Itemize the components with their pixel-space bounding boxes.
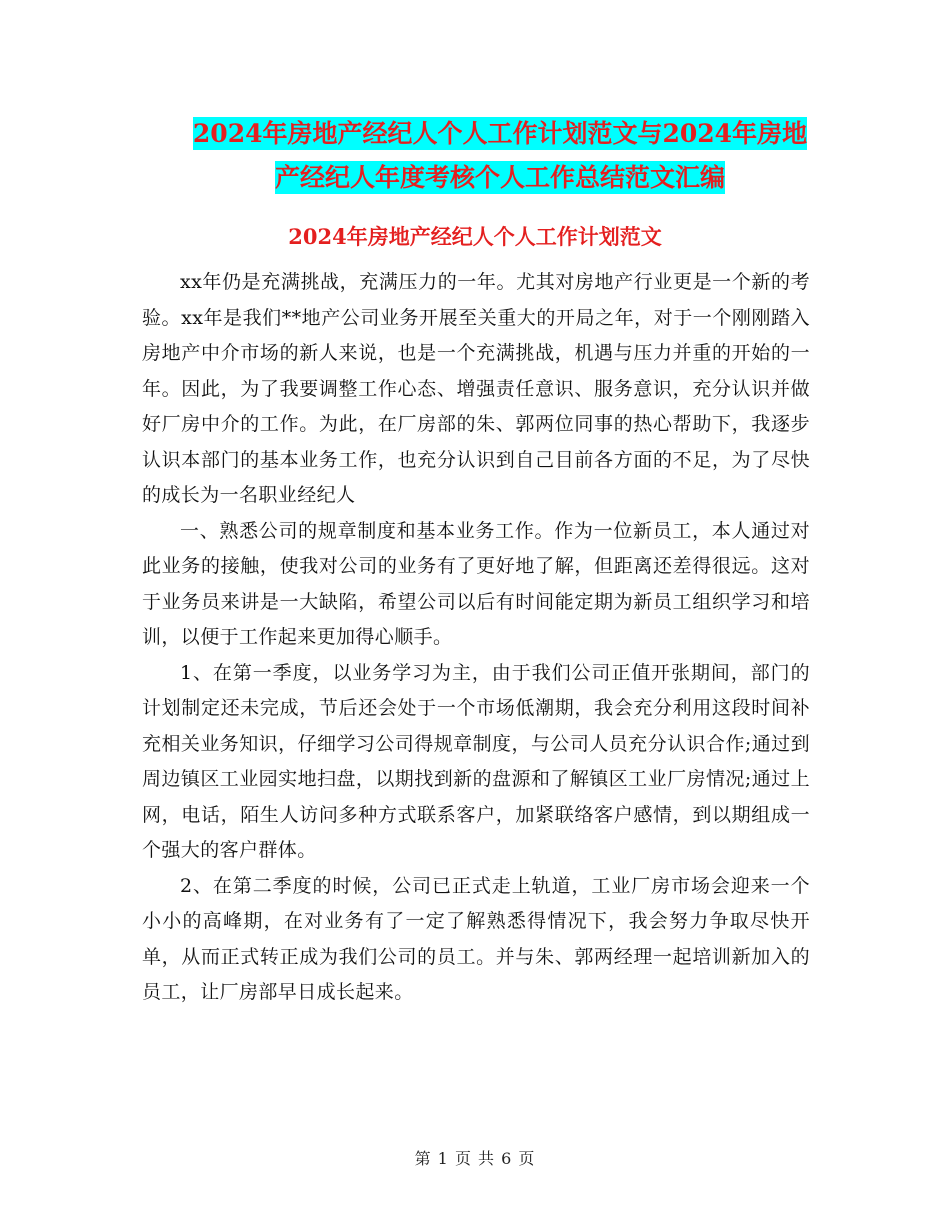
paragraph: 2、在第二季度的时候，公司已正式走上轨道，工业厂房市场会迎来一个小小的高峰期，在对业务有了一定了解熟悉得情况下，我会努力争取尽快开单，从而正式转正成为我们公司的员工。并与朱、郭两经理一起培训新加入的员工，让厂房部早日成长起来。: [142, 874, 810, 1003]
paragraph: 一、熟悉公司的规章制度和基本业务工作。作为一位新员工，本人通过对此业务的接触，使我对公司的业务有了更好地了解，但距离还差得很远。这对于业务员来讲是一大缺陷，希望公司以后有时间能定期为新员工组织学习和培训，以便于工作起来更加得心顺手。: [142, 519, 810, 648]
title-line-2: 产经纪人年度考核个人工作总结范文汇编: [274, 163, 725, 192]
document-title: [140, 112, 860, 200]
page-footer: 第 1 页 共 6 页: [414, 1149, 536, 1168]
document-body: [142, 265, 810, 1011]
paragraph: xx年仍是充满挑战，充满压力的一年。尤其对房地产行业更是一个新的考验。xx年是我们**地产公司业务开展至关重大的开局之年，对于一个刚刚踏入房地产中介市场的新人来说，也是一个充满挑战，机遇与压力并重的开始的一年。因此，为了我要调整工作心态、增强责任意识、服务意识，充分认识并做好厂房中介的工作。为此，在厂房部的朱、郭两位同事的热心帮助下，我逐步认识本部门的基本业务工作，也充分认识到自己目前各方面的不足，为了尽快的成长为一名职业经纪人: [142, 271, 810, 506]
paragraph: 1、在第一季度，以业务学习为主，由于我们公司正值开张期间，部门的计划制定还未完成，节后还会处于一个市场低潮期，我会充分利用这段时间补充相关业务知识，仔细学习公司得规章制度，与公司人员充分认识合作;通过到周边镇区工业园实地扫盘，以期找到新的盘源和了解镇区工业厂房情况;通过上网，电话，陌生人访问多种方式联系客户，加紧联络客户感情，到以期组成一个强大的客户群体。: [142, 661, 810, 861]
title-line-1: 2024年房地产经纪人个人工作计划范文与2024年房地: [192, 119, 808, 148]
section-heading: 2024年房地产经纪人个人工作计划范文: [288, 224, 662, 249]
